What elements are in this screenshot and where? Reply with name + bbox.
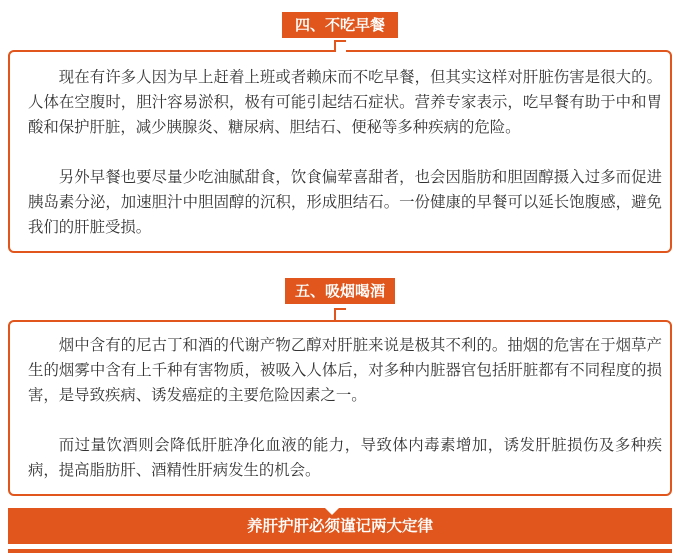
banner-bottom-strip [8, 549, 672, 553]
section-four-paragraph-1: 现在有许多人因为早上赶着上班或者赖床而不吃早餐，但其实这样对肝脏伤害是很大的。人体在空腹时，胆汁容易淤积，极有可能引起结石症状。营养专家表示，吃早餐有助于中和胃酸和保护肝脏，减少胰腺炎、糖尿病、胆结石、便秘等多种疾病的危险。 [28, 68, 662, 136]
section-five-box [8, 320, 672, 496]
banner-arrow-icon [325, 508, 339, 515]
section-five-paragraph-1: 烟中含有的尼古丁和酒的代谢产物乙醇对肝脏来说是极其不利的。抽烟的危害在于烟草产生的烟雾中含有上千种有害物质，被吸入人体后，对多种内脏器官包括肝脏都有不同程度的损害，是导致疾病、诱发癌症的主要危险因素之一。 [28, 336, 662, 404]
section-four-title: 四、不吃早餐 [282, 12, 398, 38]
rules-banner: 养肝护肝必须谨记两大定律 [8, 508, 672, 544]
section-five-tag-notch [334, 308, 346, 320]
section-four-paragraph-2: 另外早餐也要尽量少吃油腻甜食，饮食偏荤喜甜者，也会因脂肪和胆固醇摄入过多而促进胰岛素分泌，加速胆汁中胆固醇的沉积，形成胆结石。一份健康的早餐可以延长饱腹感，避免我们的肝脏受损。 [28, 168, 662, 236]
section-five-paragraph-2: 而过量饮酒则会降低肝脏净化血液的能力，导致体内毒素增加，诱发肝脏损伤及多种疾病，提高脂肪肝、酒精性肝病发生的机会。 [28, 436, 662, 479]
section-four-box [8, 50, 672, 253]
section-five-title: 五、吸烟喝酒 [285, 278, 395, 304]
section-four-tag-notch [334, 40, 346, 52]
